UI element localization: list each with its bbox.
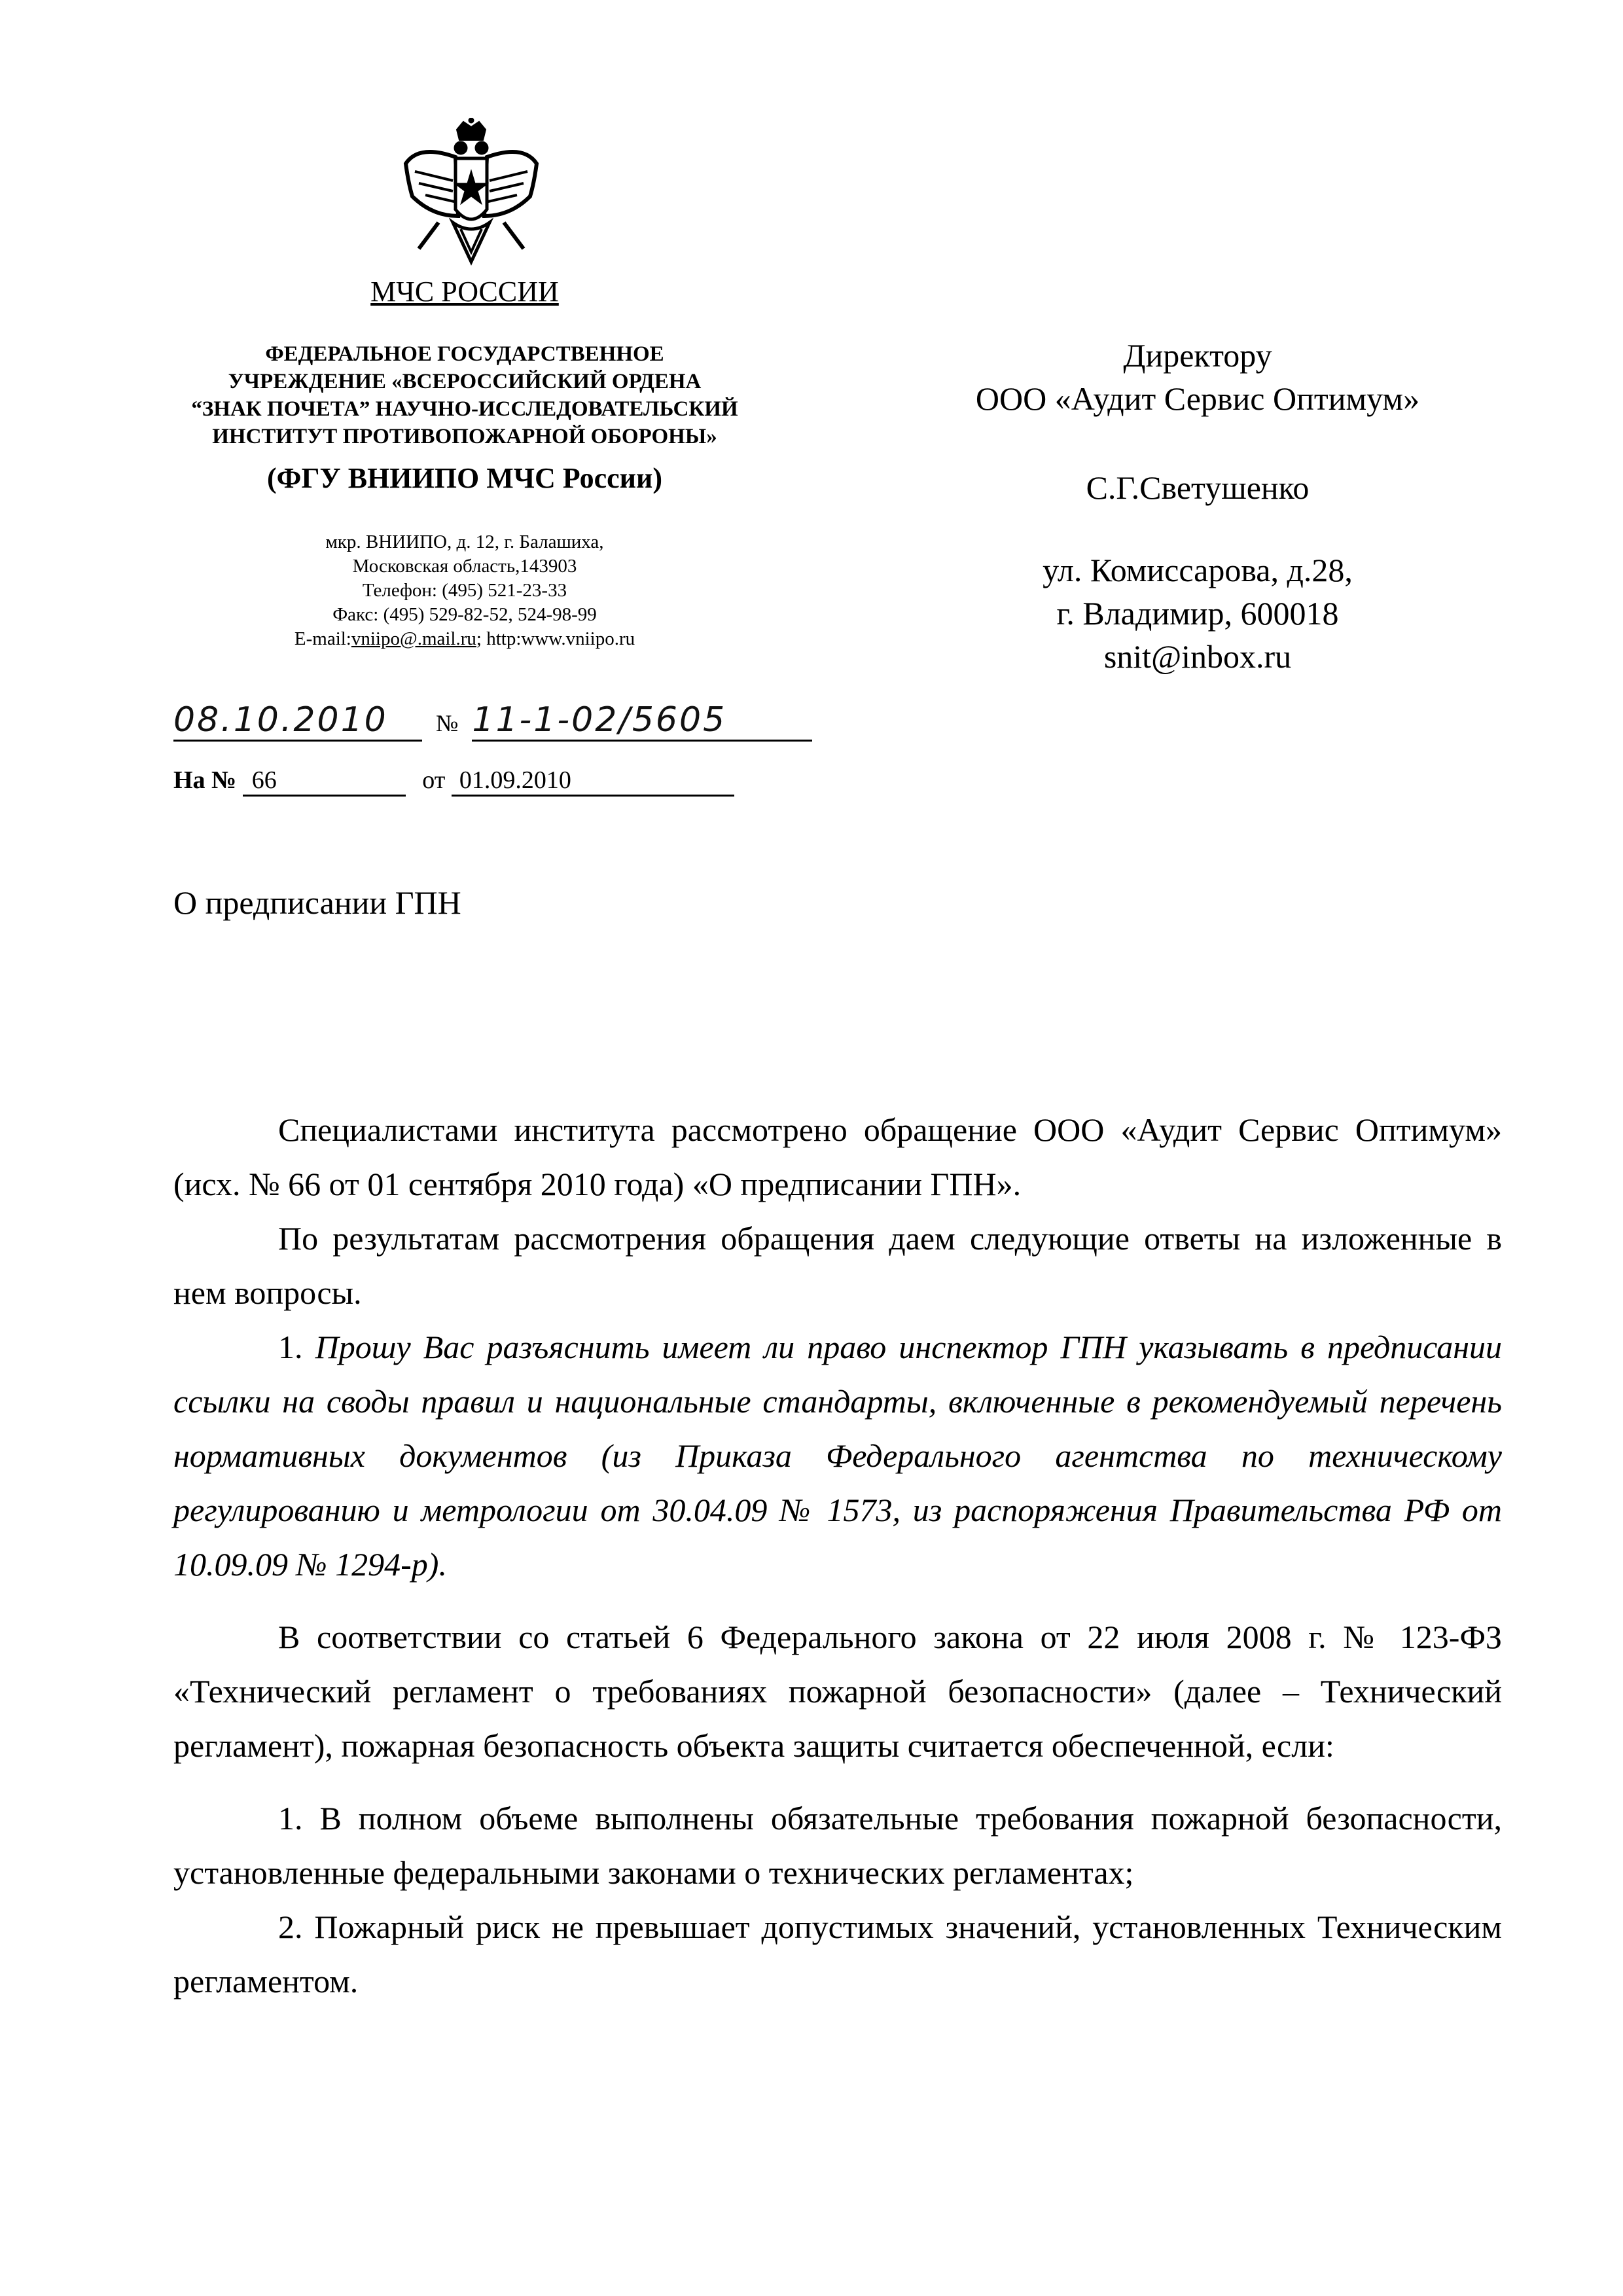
body-paragraph: Специалистами института рассмотрено обращение ООО «Аудит Сервис Оптимум» (исх. № 66 от 01 сентября 2010 года) «О предписании ГПН». <box>173 1111 1502 1202</box>
fax: Факс: (495) 529-82-52, 524-98-99 <box>332 604 597 625</box>
reply-label: На № <box>173 766 237 794</box>
email-link[interactable]: vniipo@.mail.ru <box>351 628 476 649</box>
outgoing-number-line <box>173 700 861 746</box>
question-number: 1. <box>278 1329 303 1365</box>
addressee-name: С.Г.Светушенко <box>1086 469 1310 506</box>
list-item: 1. В полном объеме выполнены обязательные требования пожарной безопасности, установленные федеральными законами о технических регламентах; <box>173 1800 1502 1891</box>
sender-short-name: (ФГУ ВНИИПО МЧС России) <box>267 462 662 494</box>
phone: Телефон: (495) 521-23-33 <box>362 580 567 601</box>
reply-date: 01.09.2010 <box>452 766 734 797</box>
letter-subject: О предписании ГПН <box>173 884 461 921</box>
body-paragraph: В соответствии со статьей 6 Федерального закона от 22 июля 2008 г. № 123-ФЗ «Технический регламент о требованиях пожарной безопасности» (далее – Технический регламент), пожарная безопасность объекта защиты считается обеспеченной, если: <box>173 1619 1502 1764</box>
email-label: E-mail: <box>294 628 351 649</box>
org-line: УЧРЕЖДЕНИЕ «ВСЕРОССИЙСКИЙ ОРДЕНА <box>228 370 702 393</box>
reply-to-line <box>173 766 861 797</box>
list-item: 2. Пожарный риск не превышает допустимых значений, установленных Техническим регламентом. <box>173 1909 1502 2000</box>
ministry-name: МЧС РОССИИ <box>370 276 559 308</box>
addressee-email: snit@inbox.ru <box>1103 638 1292 675</box>
org-line: ИНСТИТУТ ПРОТИВОПОЖАРНОЙ ОБОРОНЫ» <box>212 425 717 448</box>
outgoing-number: 11-1-02/5605 <box>472 700 812 742</box>
question-paragraph <box>173 1320 1502 1592</box>
address-line: мкр. ВНИИПО, д. 12, г. Балашиха, <box>325 531 604 552</box>
addressee-street: ул. Комиссарова, д.28, <box>1043 552 1353 588</box>
web-link[interactable]: ; http:www.vniipo.ru <box>476 628 635 649</box>
body-paragraph: По результатам рассмотрения обращения даем следующие ответы на изложенные в нем вопросы. <box>173 1220 1502 1311</box>
addressee-company: ООО «Аудит Сервис Оптимум» <box>975 380 1420 417</box>
sender-organization <box>144 340 785 450</box>
addressee-block <box>903 334 1492 678</box>
letter-body <box>173 1103 1502 2009</box>
outgoing-date: 08.10.2010 <box>173 700 422 742</box>
question-text: Прошу Вас разъяснить имеет ли право инспектор ГПН указывать в предписании ссылки на своды правил и национальные стандарты, включенные в рекомендуемый перечень нормативных документов (из Приказа Федерального агентства по техническому регулированию и метрологии от 30.04.09 № 1573, из распоряжения Правительства РФ от 10.09.09 № 1294-р). <box>173 1329 1502 1583</box>
from-label: от <box>422 766 446 794</box>
org-line: ФЕДЕРАЛЬНОЕ ГОСУДАРСТВЕННОЕ <box>265 342 664 366</box>
reply-number: 66 <box>243 766 406 797</box>
addressee-city: г. Владимир, 600018 <box>1056 595 1339 632</box>
addressee-position: Директору <box>1123 337 1272 374</box>
address-line: Московская область,143903 <box>352 556 577 577</box>
sender-address <box>144 530 785 651</box>
emblem-icon <box>393 118 550 275</box>
number-label: № <box>436 710 459 736</box>
contacts <box>144 627 785 651</box>
org-line: “ЗНАК ПОЧЕТА” НАУЧНО-ИССЛЕДОВАТЕЛЬСКИЙ <box>191 397 738 421</box>
